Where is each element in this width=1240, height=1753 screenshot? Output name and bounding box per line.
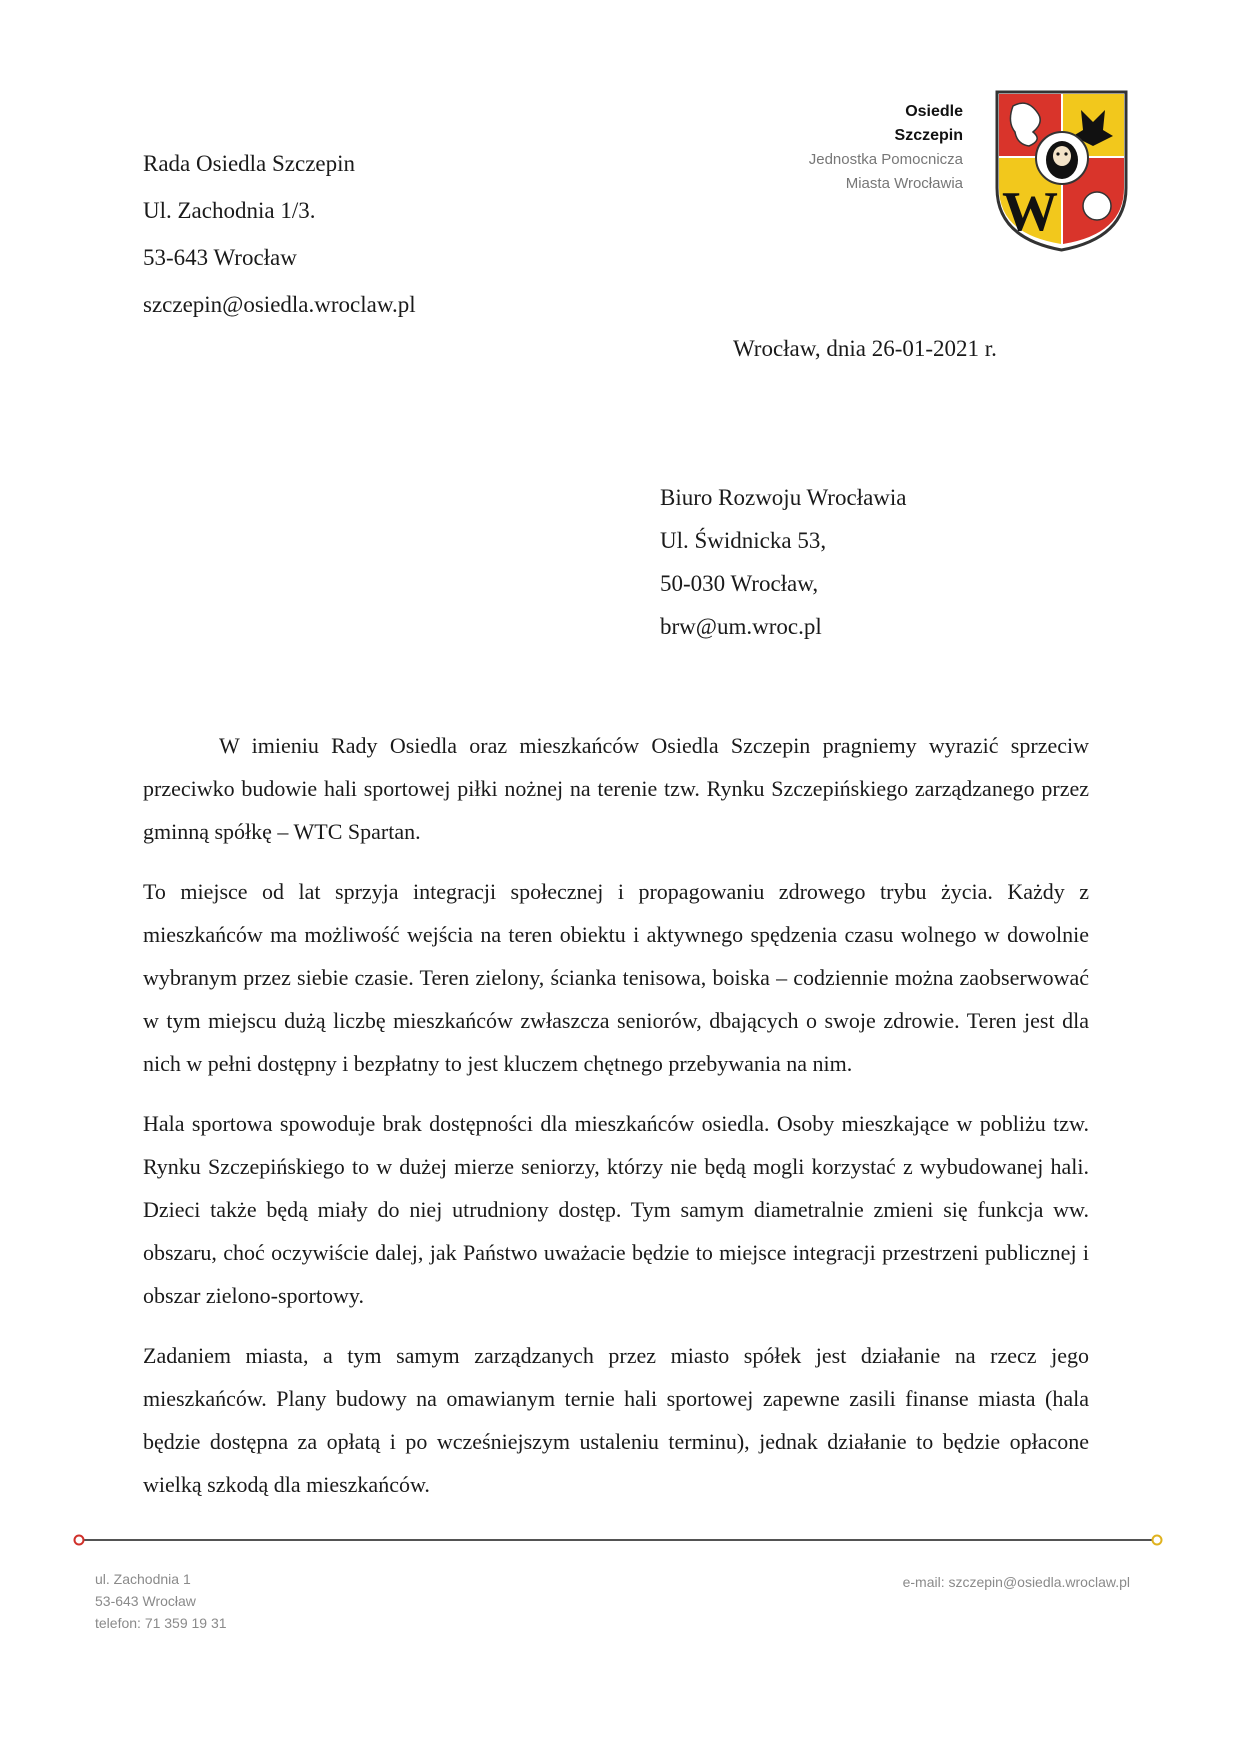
org-sub-line2: Miasta Wrocławia (845, 175, 963, 192)
footer-divider (73, 1533, 1163, 1547)
sender-name: Rada Osiedla Szczepin (143, 151, 356, 176)
recipient-city: 50-030 Wrocław, (660, 571, 819, 596)
divider-left-dot-icon (75, 1536, 84, 1545)
footer-phone: telefon: 71 359 19 31 (95, 1615, 227, 1631)
footer-email: e-mail: szczepin@osiedla.wroclaw.pl (902, 1574, 1130, 1590)
recipient-name: Biuro Rozwoju Wrocławia (660, 485, 907, 510)
letter-date: Wrocław, dnia 26-01-2021 r. (733, 336, 997, 361)
body-paragraph: Zadaniem miasta, a tym samym zarządzanych przez miasto spółek jest działanie na rzecz jego mieszkańców. Plany budowy na omawianym ternie hali sportowej zapewne zasili finanse miasta (hala będzie dostępna za opłatą i po wcześniejszym ustaleniu terminu), jednak działanie to będzie opłacone wielką szkodą dla mieszkańców. (143, 1343, 1089, 1497)
divider-right-dot-icon (1153, 1536, 1162, 1545)
sender-street: Ul. Zachodnia 1/3. (143, 198, 316, 223)
sender-city: 53-643 Wrocław (143, 245, 297, 270)
recipient-address (660, 476, 907, 648)
sender-email: szczepin@osiedla.wroclaw.pl (143, 292, 416, 317)
letter-body (143, 724, 1089, 1523)
footer-street: ul. Zachodnia 1 (95, 1571, 191, 1587)
org-header (760, 100, 963, 196)
svg-text:W: W (1002, 181, 1058, 243)
body-paragraph: To miejsce od lat sprzyja integracji społecznej i propagowaniu zdrowego trybu życia. Każdy z mieszkańców ma możliwość wejścia na teren obiektu i aktywnego spędzenia czasu wolnego w dowolnie wybranym przez siebie czasie. Teren zielony, ścianka tenisowa, boiska – codziennie można zaobserwować w tym miejscu dużą liczbę mieszkańców zwłaszcza seniorów, dbających o swoje zdrowie. Teren jest dla nich w pełni dostępny i bezpłatny to jest kluczem chętnego przebywania na nim. (143, 879, 1089, 1076)
org-name-line1: Osiedle (905, 103, 963, 120)
org-name-line2: Szczepin (894, 127, 963, 144)
org-sub-line1: Jednostka Pomocnicza (808, 151, 963, 168)
recipient-email: brw@um.wroc.pl (660, 614, 822, 639)
body-paragraph: Hala sportowa spowoduje brak dostępności dla mieszkańców osiedla. Osoby mieszkające w pobliżu tzw. Rynku Szczepińskiego to w dużej mierze seniorzy, którzy nie będą mogli korzystać z wybudowanej hali. Dzieci także będą miały do niej utrudniony dostęp. Tym samym diametralnie zmieni się funkcja ww. obszaru, choć oczywiście dalej, jak Państwo uważacie będzie to miejsce integracji przestrzeni publicznej i obszar zielono-sportowy. (143, 1111, 1089, 1308)
body-paragraph: W imieniu Rady Osiedla oraz mieszkańców Osiedla Szczepin pragniemy wyrazić sprzeciw przeciwko budowie hali sportowej piłki nożnej na terenie tzw. Rynku Szczepińskiego zarządzanego przez gminną spółkę – WTC Spartan. (143, 733, 1089, 844)
footer-city: 53-643 Wrocław (95, 1593, 196, 1609)
sender-address (143, 140, 416, 328)
footer-address (95, 1568, 227, 1634)
coat-of-arms-icon (993, 88, 1130, 254)
recipient-street: Ul. Świdnicka 53, (660, 528, 827, 553)
